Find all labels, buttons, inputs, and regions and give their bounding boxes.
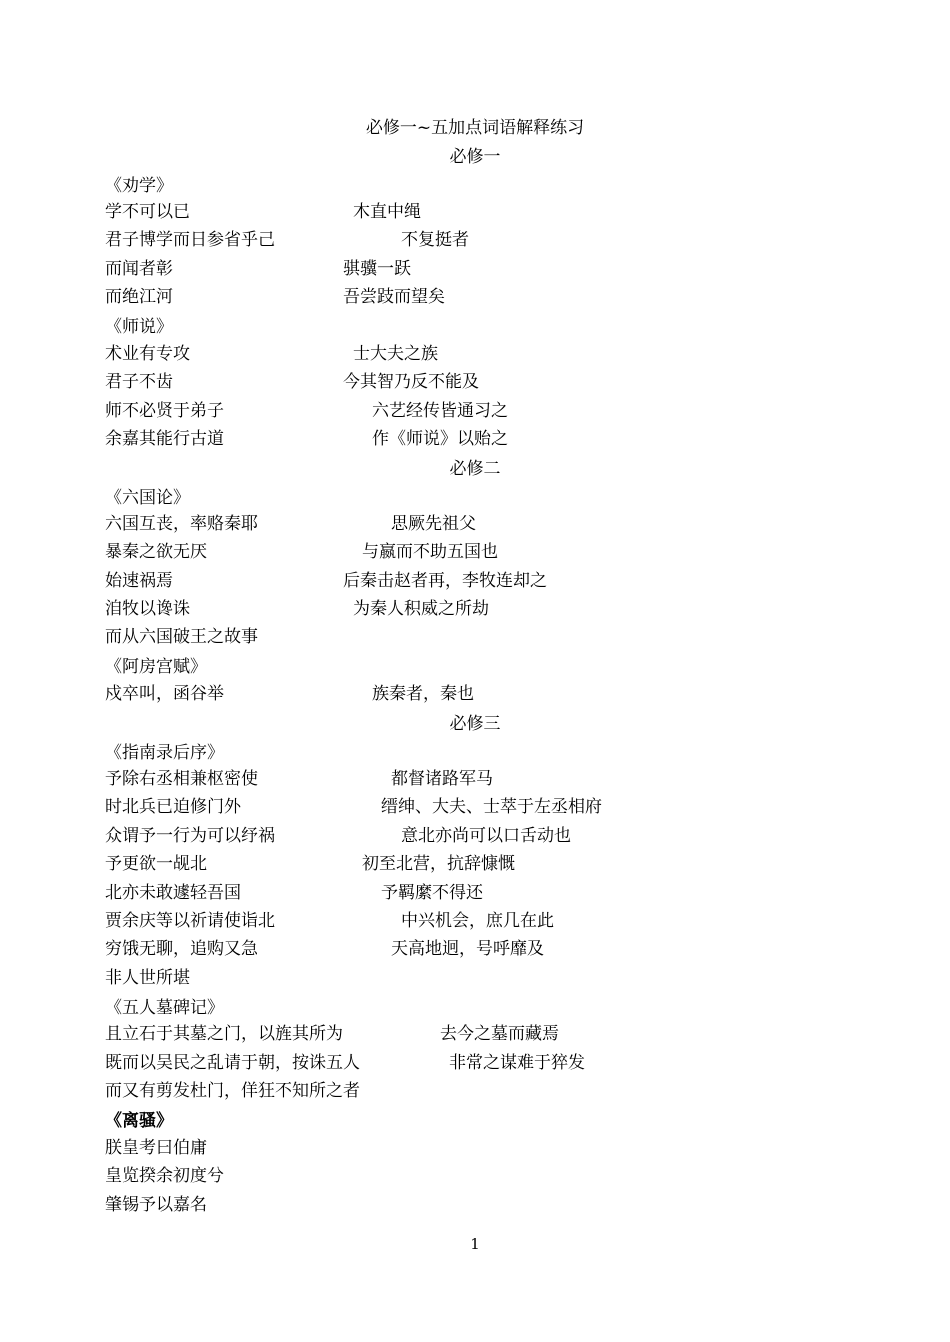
- exercise-item: 思厥先祖父: [391, 514, 476, 534]
- exercise-item: 贾余庆等以祈请使诣北: [105, 911, 275, 931]
- exercise-item: 族秦者，秦也: [372, 684, 474, 704]
- exercise-item: 予除右丞相兼枢密使: [105, 769, 258, 789]
- exercise-item: 戍卒叫，函谷举: [105, 684, 224, 704]
- exercise-item: 且立石于其墓之门，以旌其所为: [105, 1024, 343, 1044]
- exercise-item: 君子不齿: [105, 372, 173, 392]
- exercise-item: 而又有剪发杜门，佯狂不知所之者: [105, 1081, 360, 1101]
- exercise-item: 不复挺者: [401, 230, 469, 250]
- exercise-item: 非常之谋难于猝发: [449, 1053, 585, 1073]
- exercise-item: 始速祸焉: [105, 571, 173, 591]
- exercise-item: 既而以吴民之乱请于朝，按诛五人: [105, 1053, 360, 1073]
- lesson-title-lisao: 《离骚》: [105, 1111, 173, 1131]
- exercise-item: 予更欲一觇北: [105, 854, 207, 874]
- lesson-title-afanggongfu: 《阿房宫赋》: [105, 657, 207, 677]
- exercise-item: 吾尝跂而望矣: [343, 287, 445, 307]
- exercise-item: 学不可以已: [105, 202, 190, 222]
- lesson-title-wurenmubeiji: 《五人墓碑记》: [105, 998, 224, 1018]
- exercise-item: 骐骥一跃: [343, 259, 411, 279]
- section-heading-bixiu-2: 必修二: [449, 459, 501, 479]
- document-title: 必修一~五加点词语解释练习: [365, 118, 585, 138]
- exercise-item: 缙绅、大夫、士萃于左丞相府: [381, 797, 602, 817]
- exercise-item: 朕皇考曰伯庸: [105, 1138, 207, 1158]
- exercise-item: 皇览揆余初度兮: [105, 1166, 224, 1186]
- exercise-item: 时北兵已迫修门外: [105, 797, 241, 817]
- exercise-item: 而绝江河: [105, 287, 173, 307]
- lesson-title-shishuo: 《师说》: [105, 317, 173, 337]
- exercise-item: 天高地迥，号呼靡及: [391, 939, 544, 959]
- exercise-item: 师不必贤于弟子: [105, 401, 224, 421]
- exercise-item: 暴秦之欲无厌: [105, 542, 207, 562]
- exercise-item: 中兴机会，庶几在此: [401, 911, 554, 931]
- exercise-item: 君子博学而日参省乎己: [105, 230, 275, 250]
- exercise-item: 而从六国破王之故事: [105, 627, 258, 647]
- exercise-item: 意北亦尚可以口舌动也: [401, 826, 571, 846]
- lesson-title-liuguolun: 《六国论》: [105, 488, 190, 508]
- exercise-item: 术业有专攻: [105, 344, 190, 364]
- exercise-item: 今其智乃反不能及: [343, 372, 479, 392]
- exercise-item: 众谓予一行为可以纾祸: [105, 826, 275, 846]
- exercise-item: 木直中绳: [353, 202, 421, 222]
- exercise-item: 初至北营，抗辞慷慨: [362, 854, 515, 874]
- exercise-item: 肇锡予以嘉名: [105, 1195, 207, 1215]
- exercise-item: 而闻者彰: [105, 259, 173, 279]
- exercise-item: 非人世所堪: [105, 968, 190, 988]
- section-heading-bixiu-1: 必修一: [449, 147, 501, 167]
- exercise-item: 为秦人积威之所劫: [353, 599, 489, 619]
- exercise-item: 六艺经传皆通习之: [372, 401, 508, 421]
- exercise-item: 作《师说》以贻之: [372, 429, 508, 449]
- exercise-item: 北亦未敢遽轻吾国: [105, 883, 241, 903]
- exercise-item: 洎牧以谗诛: [105, 599, 190, 619]
- exercise-item: 与嬴而不助五国也: [362, 542, 498, 562]
- exercise-item: 穷饿无聊，追购又急: [105, 939, 258, 959]
- lesson-title-quanxue: 《劝学》: [105, 176, 173, 196]
- exercise-item: 后秦击赵者再，李牧连却之: [343, 571, 547, 591]
- section-heading-bixiu-3: 必修三: [449, 714, 501, 734]
- lesson-title-zhinanlu: 《指南录后序》: [105, 743, 224, 763]
- exercise-item: 六国互丧，率赂秦耶: [105, 514, 258, 534]
- exercise-item: 都督诸路军马: [391, 769, 493, 789]
- exercise-item: 去今之墓而藏焉: [440, 1024, 559, 1044]
- page-number: 1: [470, 1235, 480, 1253]
- exercise-item: 士大夫之族: [353, 344, 438, 364]
- exercise-item: 余嘉其能行古道: [105, 429, 224, 449]
- exercise-item: 予羁縻不得还: [381, 883, 483, 903]
